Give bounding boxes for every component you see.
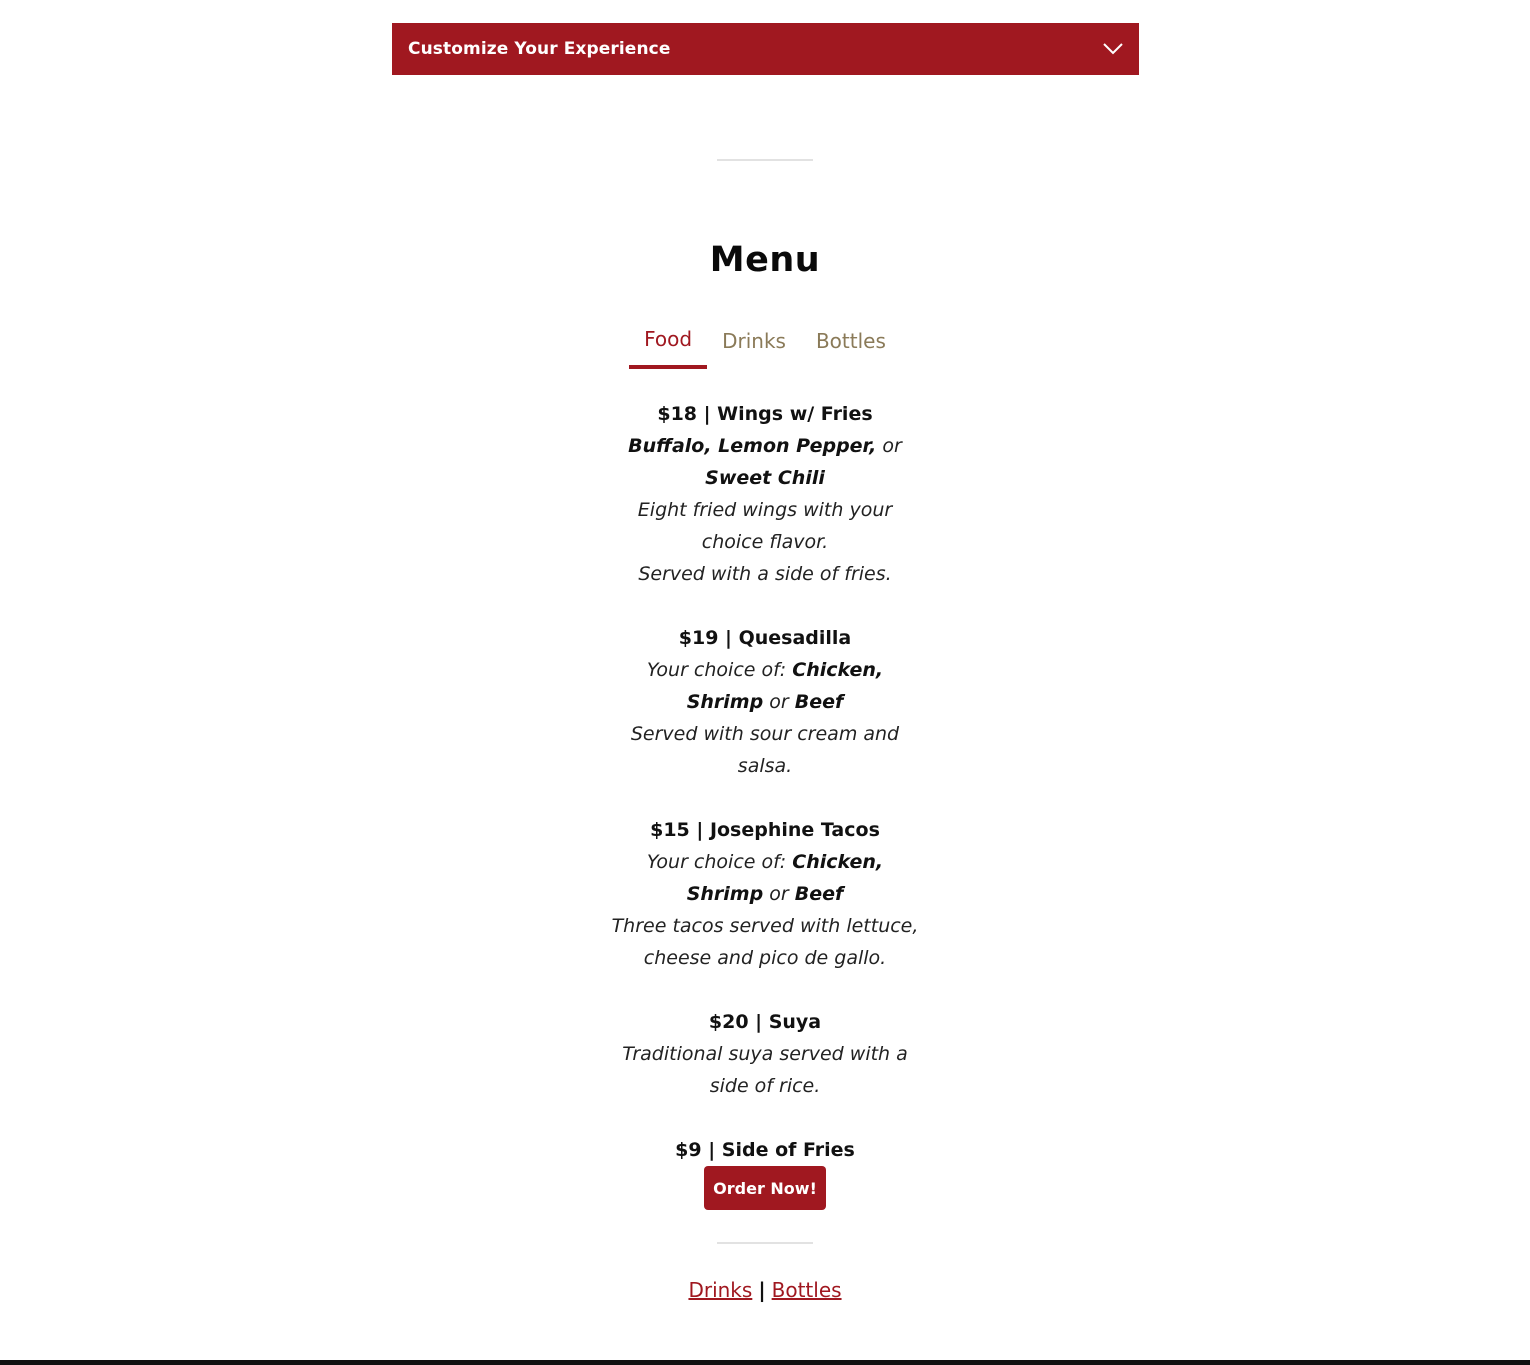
menu-item-heading: $15 | Josephine Tacos bbox=[650, 819, 880, 841]
chevron-down-icon[interactable] bbox=[1103, 39, 1123, 59]
option-last: Sweet Chili bbox=[705, 467, 825, 489]
menu-item-description: Served with sour cream and salsa. bbox=[630, 723, 900, 777]
menu-item-wings bbox=[565, 398, 965, 590]
choice-prefix: Your choice of: bbox=[646, 851, 787, 873]
option-or: or bbox=[769, 691, 789, 713]
menu-item-description: Eight fried wings with your choice flavor. bbox=[637, 499, 893, 553]
menu-item-description: Traditional suya served with a side of rice. bbox=[622, 1043, 908, 1097]
footer-edge bbox=[0, 1360, 1530, 1365]
customize-label: Customize Your Experience bbox=[408, 39, 671, 59]
option-or: or bbox=[882, 435, 902, 457]
tab-food[interactable]: Food bbox=[629, 322, 707, 369]
link-separator: | bbox=[758, 1278, 766, 1302]
page-title: Menu bbox=[709, 240, 821, 280]
menu-item-options bbox=[565, 654, 965, 718]
menu-tabs bbox=[0, 324, 1530, 371]
order-now-button[interactable]: Order Now! bbox=[704, 1166, 826, 1210]
option-last: Beef bbox=[794, 883, 844, 905]
option-names: Chicken, Shrimp bbox=[686, 659, 884, 713]
drinks-link[interactable]: Drinks bbox=[688, 1278, 753, 1302]
option-or: or bbox=[769, 883, 789, 905]
menu-item-options bbox=[565, 430, 965, 494]
menu-item-description: Three tacos served with lettuce, cheese and pico de gallo. bbox=[611, 915, 919, 969]
choice-prefix: Your choice of: bbox=[646, 659, 787, 681]
menu-item-heading: $18 | Wings w/ Fries bbox=[657, 403, 873, 425]
tab-drinks[interactable]: Drinks bbox=[722, 329, 786, 353]
bottom-links bbox=[0, 1278, 1530, 1302]
menu-item-heading: $20 | Suya bbox=[708, 1011, 822, 1033]
bottles-link[interactable]: Bottles bbox=[771, 1278, 842, 1302]
food-menu-list bbox=[565, 398, 965, 1198]
menu-item-fries bbox=[565, 1134, 965, 1166]
menu-item-options bbox=[565, 846, 965, 910]
menu-item-description: Served with a side of fries. bbox=[638, 563, 892, 585]
option-names: Buffalo, Lemon Pepper, bbox=[628, 435, 877, 457]
tab-bottles[interactable]: Bottles bbox=[815, 329, 886, 353]
option-names: Chicken, Shrimp bbox=[686, 851, 884, 905]
menu-item-heading: $9 | Side of Fries bbox=[675, 1139, 855, 1161]
menu-item-heading: $19 | Quesadilla bbox=[678, 627, 852, 649]
menu-item-suya bbox=[565, 1006, 965, 1102]
bottom-divider bbox=[717, 1242, 813, 1244]
menu-item-quesadilla bbox=[565, 622, 965, 782]
menu-item-tacos bbox=[565, 814, 965, 974]
top-divider bbox=[717, 159, 813, 161]
customize-experience-bar[interactable] bbox=[392, 23, 1139, 75]
option-last: Beef bbox=[794, 691, 844, 713]
